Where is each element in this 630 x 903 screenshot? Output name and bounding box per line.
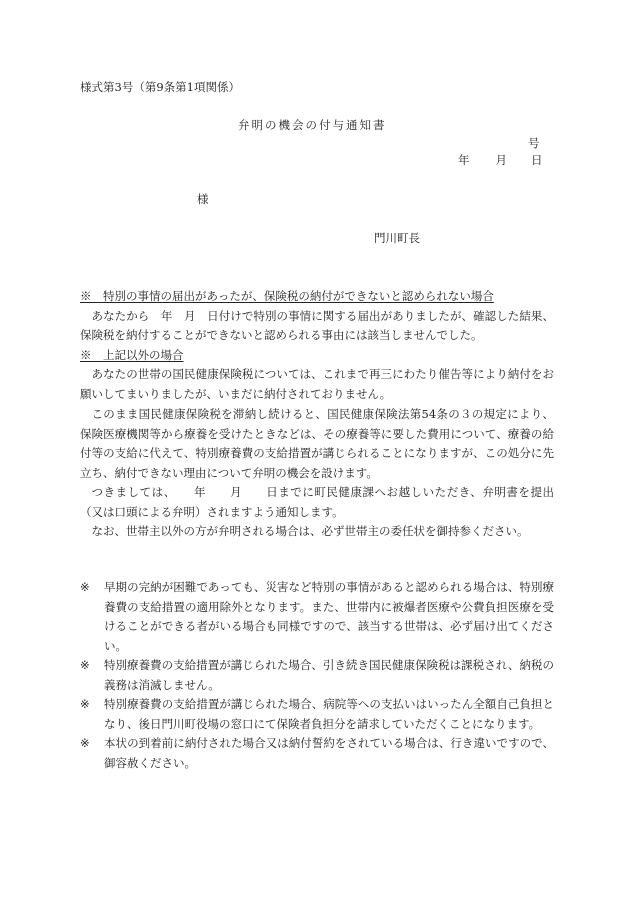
date-year-label: 年	[458, 153, 470, 167]
date-day-label: 日	[531, 153, 543, 167]
document-title: 弁明の機会の付与通知書	[238, 118, 387, 132]
note-mark: ※	[80, 736, 90, 750]
case2-heading: ※ 上記以外の場合	[80, 347, 184, 362]
main-paragraph-3: なお、世帯主以外の方が弁明される場合は、必ず世帯主の委任状を御持参ください。	[91, 524, 529, 538]
note-text: 特別療養費の支給措置が講じられた場合、引き続き国民健康保険税は課税され、納税の義務は消滅しません。	[104, 658, 554, 692]
notes-section	[80, 578, 554, 773]
sender-name: 門川町長	[374, 231, 420, 245]
note-item	[80, 734, 554, 773]
note-mark: ※	[80, 658, 90, 672]
note-item	[80, 695, 554, 734]
case1-heading: ※ 特別の事情の届出があったが、保険税の納付ができないと認められない場合	[80, 289, 494, 303]
case2-text: あなたの世帯の国民健康保険税については、これまで再三にわたり催告等により納付をお願いしてまいりましたが、いまだに納付されておりません。	[80, 367, 554, 401]
form-number: 様式第3号（第9条第1項関係）	[80, 80, 240, 94]
note-item	[80, 578, 554, 656]
note-text: 特別療養費の支給措置が講じられた場合、病院等への支払いはいったん全額自己負担となり、後日門川町役場の窓口にて保険者負担分を請求していただくことになります。	[104, 697, 554, 731]
addressee-suffix: 様	[197, 192, 209, 206]
document-number-label: 号	[528, 136, 540, 150]
note-mark: ※	[80, 697, 90, 711]
main-paragraph-1: このまま国民健康保険税を滞納し続けると、国民健康保険法第54条の３の規定により、保険医療機関等から療養を受けたときなどは、その療養等に要した費用について、療養の給付等の支給に代えて、特別療養費の支給措置が講じられることになりますが、この処分に先立ち、納付できない理由について弁明の機会を設けます。	[80, 407, 554, 480]
issue-date	[458, 152, 543, 168]
note-mark: ※	[80, 580, 90, 594]
note-item	[80, 656, 554, 695]
note-text: 本状の到着前に納付された場合又は納付誓約をされている場合は、行き違いですので、御容赦ください。	[104, 736, 554, 770]
case1-text: あなたから 年 月 日付けで特別の事情に関する届出がありましたが、確認した結果、保険税を納付することができないと認められる事由には該当しませんでした。	[80, 308, 554, 342]
date-month-label: 月	[495, 153, 507, 167]
main-paragraph-2: つきましては、 年 月 日までに町民健康課へお越しいただき、弁明書を提出（又は口頭による弁明）されますよう通知します。	[80, 485, 554, 519]
note-text: 早期の完納が困難であっても、災害など特別の事情があると認められる場合は、特別療養費の支給措置の適用除外となります。また、世帯内に被爆者医療や公費負担医療を受けることができる者がいる場合も同様ですので、該当する世帯は、必ず届け出てください。	[104, 580, 554, 653]
case-section	[80, 287, 554, 404]
main-body	[80, 405, 554, 542]
